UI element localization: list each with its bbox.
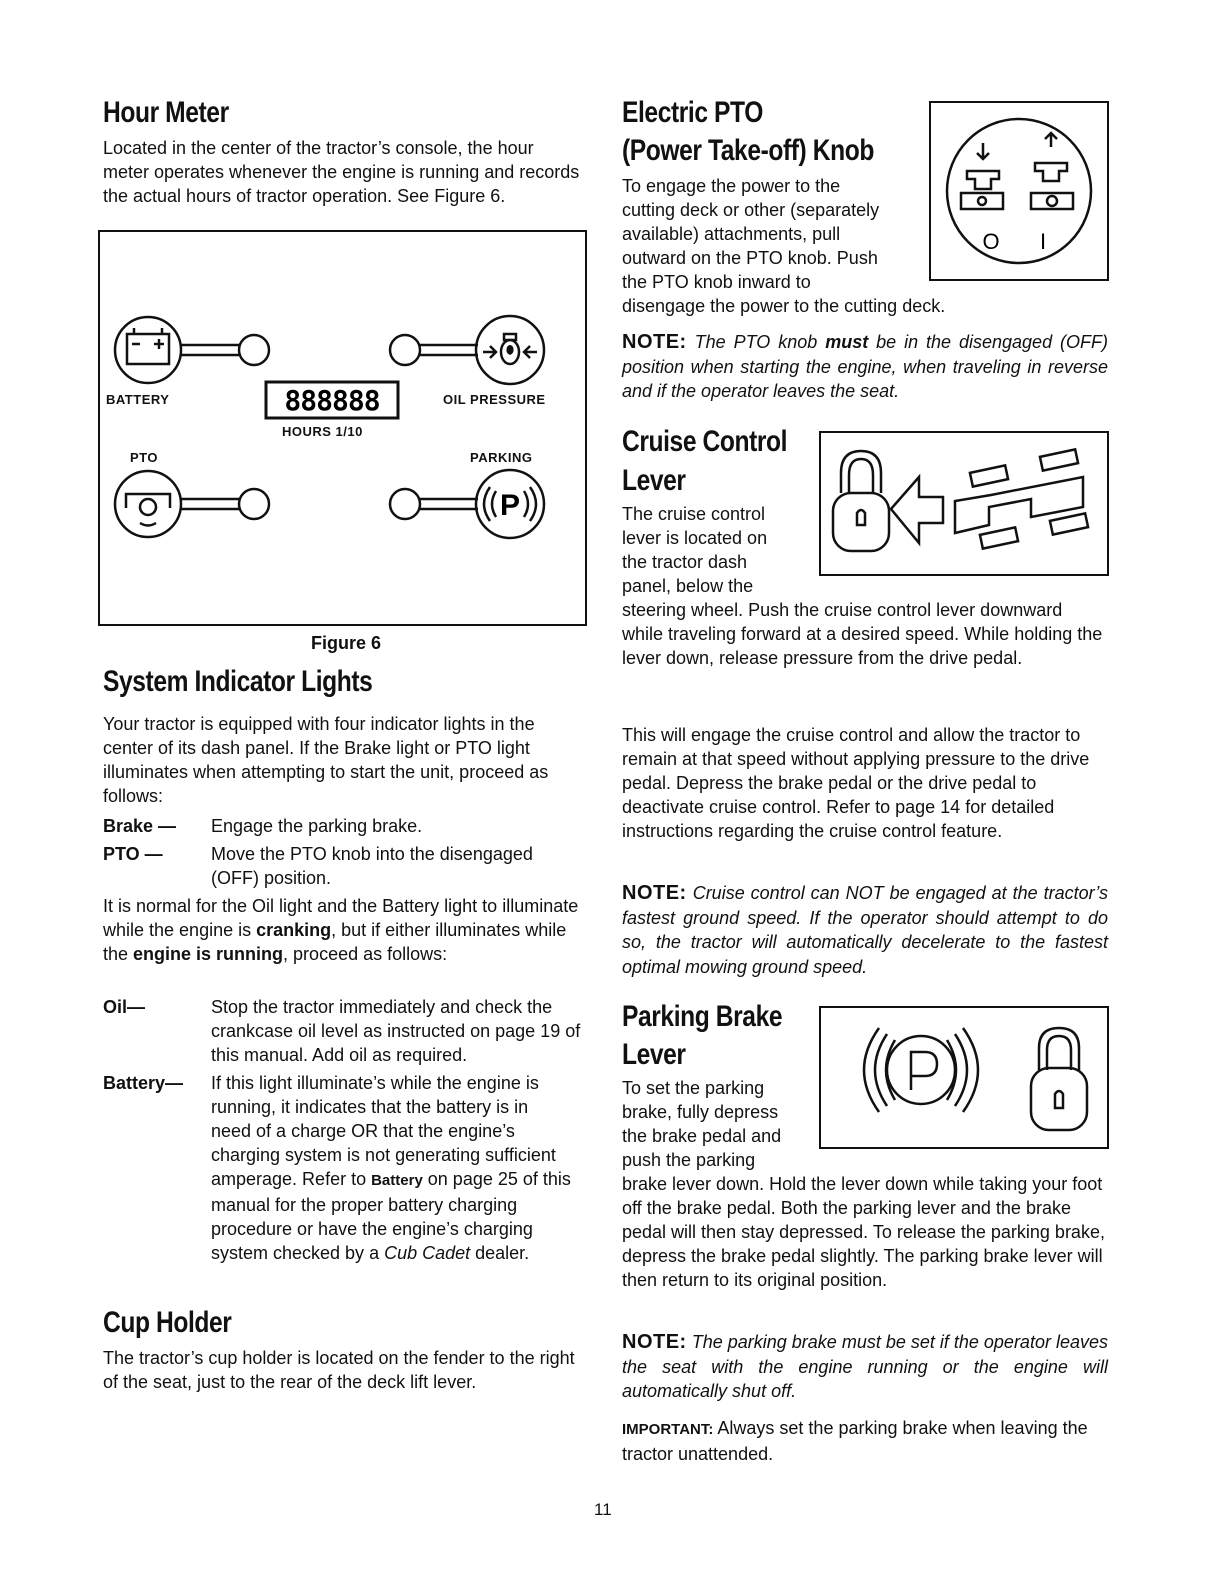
cup-holder-text: The tractor’s cup holder is located on the fender to the right of the seat, just to the rear of the deck lift lever.: [103, 1348, 575, 1392]
pto-on-symbol: I: [1039, 229, 1047, 254]
parking-note-text: The parking brake must be set if the operator leaves the seat with the engine running or the engine will automatically shut off.: [622, 1332, 1108, 1401]
pto-note: [622, 330, 1108, 404]
pto-label: PTO: [130, 450, 158, 465]
indicator-intro: Your tractor is equipped with four indicator lights in the center of its dash panel. If the Brake light or PTO light illuminates when attempting to start the unit, proceed as follows:: [103, 714, 549, 806]
parking-note-label: NOTE:: [622, 1331, 687, 1353]
pto-line-4: outward on the PTO knob. Push: [622, 248, 878, 268]
battery-definition: [211, 1071, 571, 1265]
cruise-note: [622, 881, 1108, 979]
parking-line-4: push the parking: [622, 1150, 756, 1170]
pto-line-1: To engage the power to the: [622, 176, 841, 196]
pto-note-text-1: The PTO knob: [686, 332, 826, 352]
knob-engaged-icon: [1031, 133, 1073, 209]
pto-indicator-icon: [115, 471, 269, 537]
parking-brake-drawing: [821, 1008, 1107, 1147]
battery-icon: [115, 317, 269, 383]
battery-def-2: on page 25 of this manual for the proper battery charging procedure or have the engine’s charging system checked by a: [211, 1169, 571, 1263]
parking-note: [622, 1330, 1108, 1404]
cruise-heading-1: Cruise Control: [622, 425, 788, 458]
battery-def-3: dealer.: [470, 1243, 530, 1263]
cup-holder-heading: Cup Holder: [103, 1306, 232, 1339]
parking-line-2: brake, fully depress: [622, 1102, 779, 1122]
normal-text-engine-running: engine is running: [133, 944, 284, 964]
page-number: 11: [594, 1500, 612, 1519]
pto-knob-drawing: [931, 103, 1107, 279]
parking-p-circle-icon: [864, 1028, 978, 1112]
cruise-note-text: Cruise control can NOT be engaged at the tractor’s fastest ground speed. If the operator should attempt to do so, the tractor will automatically decelerate to the fastest optimal mowing ground speed.: [622, 883, 1108, 977]
cruise-text-wrapped: [622, 502, 767, 598]
figure-6-caption: Figure 6: [311, 633, 382, 653]
lever-gate-icon: [955, 449, 1088, 548]
cruise-note-label: NOTE:: [622, 882, 687, 904]
oil-battery-list: [103, 995, 583, 1285]
indicator-normal-text: [103, 894, 581, 966]
battery-def-brand: Cub Cadet: [384, 1243, 471, 1263]
pto-note-must: must: [825, 332, 869, 352]
pto-heading-1: Electric PTO: [622, 96, 763, 129]
cruise-heading-2: Lever: [622, 464, 686, 497]
battery-label: BATTERY: [106, 392, 170, 407]
hour-meter-heading: Hour Meter: [103, 96, 229, 129]
cruise-line-1: The cruise control: [622, 504, 766, 524]
brake-definition: Engage the parking brake.: [211, 816, 423, 836]
cruise-control-figure: [819, 431, 1109, 576]
pto-line-6: disengage the power to the cutting deck.: [622, 296, 946, 316]
hour-meter-text: Located in the center of the tractor’s console, the hour meter operates whenever the engine is running and records the actual hours of tractor operation. See Figure 6.: [103, 138, 580, 206]
battery-def-1: If this light illuminate’s while the engine is running, it indicates that the battery is in need of a charge OR that the engine’s charging system is not generating sufficient amperage. Refer to: [211, 1073, 556, 1189]
oil-definition: Stop the tractor immediately and check the crankcase oil level as instructed on page 19 of this manual. Add oil as required.: [211, 997, 581, 1065]
pto-definition: Move the PTO knob into the disengaged (OFF) position.: [211, 844, 533, 888]
pto-term: PTO —: [103, 844, 163, 864]
parking-label: PARKING: [470, 450, 533, 465]
normal-text-1: It is normal for the Oil light and the Battery light to illuminate while the engine is: [103, 896, 579, 940]
normal-text-2: , but if either illuminates while the: [103, 920, 567, 964]
parking-brake-figure: [819, 1006, 1109, 1149]
parking-text-rest: brake lever down. Hold the lever down while taking your foot off the brake pedal. Both the parking lever and the brake pedal will then stay depressed. To release the parking brake, depress the brake pedal slightly. The parking brake lever will then return to its original position.: [622, 1174, 1105, 1290]
pto-note-label: NOTE:: [622, 331, 687, 353]
pto-text-wrapped: [622, 174, 945, 318]
pto-line-5: the PTO knob inward to: [622, 272, 811, 292]
knob-disengaged-icon: [961, 143, 1003, 209]
normal-text-cranking: cranking: [256, 920, 332, 940]
cruise-line-2: lever is located on: [622, 528, 768, 548]
pto-line-3: available) attachments, pull: [622, 224, 841, 244]
parking-lock-icon: [1031, 1028, 1087, 1130]
cruise-line-4: panel, below the: [622, 576, 754, 596]
pto-heading-2: (Power Take-off) Knob: [622, 134, 874, 167]
important-text: Always set the parking brake when leaving the tractor unattended.: [622, 1418, 1088, 1464]
parking-line-3: the brake pedal and: [622, 1126, 782, 1146]
lock-icon: [833, 451, 889, 551]
cruise-text-rest: steering wheel. Push the cruise control lever downward while traveling forward at a desired speed. While holding the lever down, release pressure from the drive pedal.: [622, 600, 1103, 668]
hours-label: HOURS 1/10: [282, 424, 363, 439]
hour-meter-digits: 888888: [284, 384, 380, 417]
arrow-left-icon: [891, 477, 943, 543]
normal-text-3: , proceed as follows:: [283, 944, 448, 964]
parking-heading-2: Lever: [622, 1038, 686, 1071]
oil-pressure-icon: [390, 316, 544, 384]
pto-line-2: cutting deck or other (separately: [622, 200, 880, 220]
cruise-text-2: This will engage the cruise control and allow the tractor to remain at that speed without applying pressure to the drive pedal. Depress the brake pedal or the drive pedal to deactivate cruise control. Refer to page 14 for detailed instructions regarding the cruise control feature.: [622, 725, 1090, 841]
parking-line-1: To set the parking: [622, 1078, 765, 1098]
battery-term: Battery—: [103, 1073, 184, 1093]
parking-text-wrapped: [622, 1076, 781, 1172]
pto-note-text-2: be in the disengaged (OFF) position when starting the engine, when traveling in reverse and if the operator leaves the seat.: [622, 332, 1108, 401]
oil-drop-icon: [506, 345, 513, 355]
important-label: IMPORTANT:: [622, 1421, 714, 1438]
cruise-control-drawing: [821, 433, 1107, 574]
important-notice: [622, 1416, 1108, 1466]
brake-term: Brake —: [103, 816, 177, 836]
parking-heading-1: Parking Brake: [622, 1000, 783, 1033]
oil-pressure-label: OIL PRESSURE: [443, 392, 546, 407]
battery-def-ref: Battery: [371, 1172, 423, 1189]
oil-term: Oil—: [103, 997, 146, 1017]
parking-p-glyph: P: [499, 489, 521, 522]
system-indicator-heading: System Indicator Lights: [103, 665, 373, 698]
pto-knob-outline: [947, 119, 1091, 263]
figure-6-panel: [98, 230, 587, 626]
brake-pto-list: [103, 814, 581, 894]
pto-off-symbol: O: [982, 229, 1000, 254]
pto-knob-figure: [929, 101, 1109, 281]
cruise-line-3: the tractor dash: [622, 552, 748, 572]
parking-indicator-icon: [390, 470, 544, 538]
